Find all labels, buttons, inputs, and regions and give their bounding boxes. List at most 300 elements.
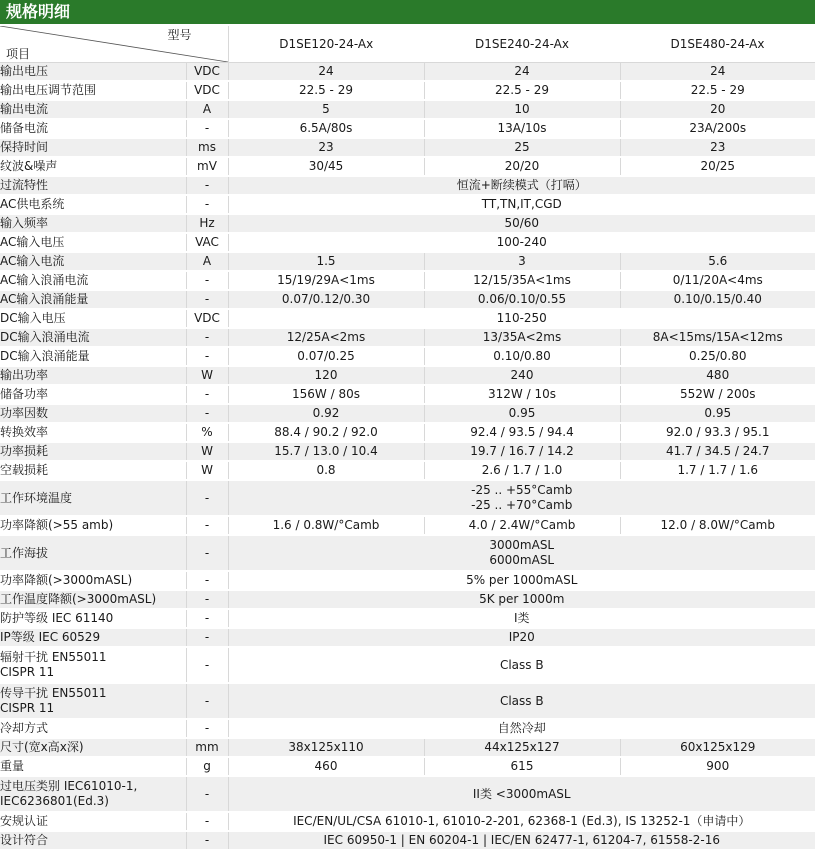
row-value-line: 12/15/35A<1ms	[425, 273, 620, 288]
row-value-model-2	[424, 442, 620, 461]
table-row	[0, 233, 815, 252]
row-value-line: 0.10/0.80	[425, 349, 620, 364]
row-unit: A	[186, 100, 228, 119]
row-value-model-2	[424, 100, 620, 119]
row-unit: -	[186, 271, 228, 290]
row-unit: -	[186, 831, 228, 850]
row-unit: -	[186, 628, 228, 647]
table-row	[0, 252, 815, 271]
row-value-model-3	[620, 100, 815, 119]
row-value-line: 4.0 / 2.4W/°Camb	[425, 518, 620, 533]
diagonal-divider	[0, 26, 228, 62]
row-value-line: 10	[425, 102, 620, 117]
model-header-1: D1SE120-24-Ax	[228, 26, 424, 63]
row-value-line: 3000mASL	[229, 538, 815, 553]
table-row	[0, 195, 815, 214]
row-value-model-1	[228, 442, 424, 461]
row-value-model-1	[228, 119, 424, 138]
row-value-line: 23	[229, 140, 424, 155]
row-unit: -	[186, 719, 228, 738]
row-value-model-2	[424, 138, 620, 157]
row-value-model-2	[424, 385, 620, 404]
row-value-line: 自然冷却	[229, 721, 815, 736]
row-value-model-3	[620, 290, 815, 309]
row-value-line: 20	[621, 102, 815, 117]
row-value-line: 240	[425, 368, 620, 383]
table-row	[0, 683, 815, 719]
row-unit: ms	[186, 138, 228, 157]
row-value-model-1	[228, 404, 424, 423]
row-label-line: 储备功率	[0, 387, 186, 402]
row-value-line: 0.07/0.25	[229, 349, 424, 364]
corner-cell	[0, 26, 228, 63]
row-unit: VDC	[186, 63, 228, 82]
row-value-line: 1.6 / 0.8W/°Camb	[229, 518, 424, 533]
table-row	[0, 309, 815, 328]
row-value-line: 12.0 / 8.0W/°Camb	[621, 518, 815, 533]
table-row	[0, 328, 815, 347]
row-value-shared	[228, 214, 815, 233]
table-row	[0, 63, 815, 82]
table-row	[0, 647, 815, 683]
row-value-model-2	[424, 81, 620, 100]
table-row	[0, 461, 815, 480]
row-label-line: 工作海拔	[0, 546, 186, 561]
table-row	[0, 776, 815, 812]
row-label-line: 保持时间	[0, 140, 186, 155]
table-row	[0, 81, 815, 100]
row-label	[0, 812, 186, 831]
row-value-shared	[228, 831, 815, 850]
row-label	[0, 590, 186, 609]
row-value-model-1	[228, 366, 424, 385]
row-label-line: 传导干扰 EN55011	[0, 686, 186, 701]
row-value-line: 92.0 / 93.3 / 95.1	[621, 425, 815, 440]
row-value-line: 12/25A<2ms	[229, 330, 424, 345]
row-value-line: 15/19/29A<1ms	[229, 273, 424, 288]
row-value-model-3	[620, 119, 815, 138]
row-value-model-2	[424, 461, 620, 480]
row-label-line: 功率损耗	[0, 444, 186, 459]
row-value-line: 2.6 / 1.7 / 1.0	[425, 463, 620, 478]
row-label-line: 纹波&噪声	[0, 159, 186, 174]
row-value-model-1	[228, 461, 424, 480]
row-label	[0, 461, 186, 480]
row-value-line: 1.5	[229, 254, 424, 269]
row-value-line: 552W / 200s	[621, 387, 815, 402]
row-value-model-3	[620, 271, 815, 290]
table-row	[0, 590, 815, 609]
row-value-line: 5K per 1000m	[229, 592, 815, 607]
row-label-line: DC输入浪涌能量	[0, 349, 186, 364]
row-value-model-1	[228, 157, 424, 176]
row-value-model-3	[620, 252, 815, 271]
row-label	[0, 138, 186, 157]
row-value-line: 5	[229, 102, 424, 117]
row-label-line: AC供电系统	[0, 197, 186, 212]
table-header-row	[0, 26, 815, 63]
row-value-model-2	[424, 516, 620, 535]
section-title: 规格明细	[6, 2, 70, 21]
row-label-line: 尺寸(宽x高x深)	[0, 740, 186, 755]
table-row	[0, 831, 815, 850]
row-label	[0, 81, 186, 100]
row-value-model-1	[228, 738, 424, 757]
row-value-line: 312W / 10s	[425, 387, 620, 402]
row-value-shared	[228, 176, 815, 195]
row-value-line: 100-240	[229, 235, 815, 250]
row-value-line: Class B	[229, 658, 815, 673]
row-value-model-2	[424, 404, 620, 423]
row-value-shared	[228, 647, 815, 683]
row-label-line: CISPR 11	[0, 701, 186, 716]
row-unit: W	[186, 366, 228, 385]
row-label	[0, 100, 186, 119]
model-header-2: D1SE240-24-Ax	[424, 26, 620, 63]
row-label-line: 设计符合	[0, 833, 186, 848]
row-value-line: 0.95	[425, 406, 620, 421]
row-unit: -	[186, 195, 228, 214]
row-value-line: 480	[621, 368, 815, 383]
row-value-line: 5.6	[621, 254, 815, 269]
table-row	[0, 480, 815, 516]
row-unit: -	[186, 812, 228, 831]
row-label-line: 输出电压	[0, 64, 186, 79]
row-value-shared	[228, 628, 815, 647]
row-label	[0, 719, 186, 738]
table-row	[0, 385, 815, 404]
row-value-shared	[228, 812, 815, 831]
corner-item-label: 项目	[6, 47, 30, 62]
row-value-shared	[228, 480, 815, 516]
row-unit: -	[186, 404, 228, 423]
row-value-line: IEC 60950-1 | EN 60204-1 | IEC/EN 62477-1, 61204-7, 61558-2-16	[229, 833, 815, 848]
row-value-model-1	[228, 81, 424, 100]
row-value-line: 22.5 - 29	[425, 83, 620, 98]
row-value-line: 60x125x129	[621, 740, 815, 755]
table-row	[0, 100, 815, 119]
row-value-model-3	[620, 63, 815, 82]
table-row	[0, 347, 815, 366]
row-value-model-1	[228, 290, 424, 309]
corner-model-label: 型号	[167, 28, 191, 43]
row-value-model-1	[228, 138, 424, 157]
row-label	[0, 423, 186, 442]
row-unit: -	[186, 516, 228, 535]
row-value-line: 41.7 / 34.5 / 24.7	[621, 444, 815, 459]
row-value-model-3	[620, 461, 815, 480]
row-value-model-3	[620, 738, 815, 757]
section-header	[0, 0, 815, 24]
row-unit: -	[186, 609, 228, 628]
table-row	[0, 271, 815, 290]
row-label-line: 功率降额(>3000mASL)	[0, 573, 186, 588]
row-unit: -	[186, 480, 228, 516]
spec-table	[0, 26, 815, 851]
row-unit: mV	[186, 157, 228, 176]
row-value-shared	[228, 309, 815, 328]
row-label-line: 功率降额(>55 amb)	[0, 518, 186, 533]
row-value-shared	[228, 609, 815, 628]
row-value-line: 5% per 1000mASL	[229, 573, 815, 588]
row-unit: g	[186, 757, 228, 776]
table-row	[0, 757, 815, 776]
row-label	[0, 738, 186, 757]
row-label	[0, 252, 186, 271]
row-label	[0, 233, 186, 252]
row-value-model-1	[228, 347, 424, 366]
row-unit: -	[186, 385, 228, 404]
row-label-line: DC输入电压	[0, 311, 186, 326]
row-unit: -	[186, 328, 228, 347]
row-value-model-3	[620, 516, 815, 535]
row-value-line: 38x125x110	[229, 740, 424, 755]
row-value-line: II类 <3000mASL	[229, 787, 815, 802]
row-value-line: 13A/10s	[425, 121, 620, 136]
row-label	[0, 571, 186, 590]
row-value-line: I类	[229, 611, 815, 626]
row-value-line: 0.8	[229, 463, 424, 478]
row-value-line: 24	[425, 64, 620, 79]
row-label-line: 冷却方式	[0, 721, 186, 736]
row-value-model-3	[620, 328, 815, 347]
row-value-line: IP20	[229, 630, 815, 645]
row-value-line: 0.25/0.80	[621, 349, 815, 364]
row-value-model-2	[424, 366, 620, 385]
row-label-line: 储备电流	[0, 121, 186, 136]
row-value-model-3	[620, 757, 815, 776]
row-value-shared	[228, 776, 815, 812]
table-row	[0, 516, 815, 535]
row-value-model-1	[228, 385, 424, 404]
table-row	[0, 719, 815, 738]
row-value-model-3	[620, 366, 815, 385]
table-row	[0, 119, 815, 138]
table-row	[0, 738, 815, 757]
row-value-line: 0.06/0.10/0.55	[425, 292, 620, 307]
row-label-line: IEC6236801(Ed.3)	[0, 794, 186, 809]
row-value-line: 20/20	[425, 159, 620, 174]
row-unit: -	[186, 347, 228, 366]
row-label-line: 工作温度降额(>3000mASL)	[0, 592, 186, 607]
row-label	[0, 328, 186, 347]
row-label	[0, 628, 186, 647]
row-value-model-1	[228, 100, 424, 119]
row-label-line: IP等级 IEC 60529	[0, 630, 186, 645]
row-value-line: 6000mASL	[229, 553, 815, 568]
row-label	[0, 385, 186, 404]
row-label-line: CISPR 11	[0, 665, 186, 680]
row-value-line: TT,TN,IT,CGD	[229, 197, 815, 212]
table-row	[0, 157, 815, 176]
row-unit: -	[186, 776, 228, 812]
row-value-model-2	[424, 347, 620, 366]
row-unit: -	[186, 290, 228, 309]
row-value-model-2	[424, 157, 620, 176]
row-value-line: 156W / 80s	[229, 387, 424, 402]
row-unit: mm	[186, 738, 228, 757]
row-label	[0, 271, 186, 290]
row-value-line: 30/45	[229, 159, 424, 174]
row-value-line: 92.4 / 93.5 / 94.4	[425, 425, 620, 440]
row-value-model-3	[620, 347, 815, 366]
row-value-line: 13/35A<2ms	[425, 330, 620, 345]
row-label	[0, 176, 186, 195]
row-unit: A	[186, 252, 228, 271]
row-value-line: 24	[621, 64, 815, 79]
row-value-line: 22.5 - 29	[621, 83, 815, 98]
row-label-line: AC输入浪涌电流	[0, 273, 186, 288]
row-label	[0, 480, 186, 516]
row-value-model-3	[620, 81, 815, 100]
row-value-shared	[228, 571, 815, 590]
table-row	[0, 404, 815, 423]
row-label	[0, 347, 186, 366]
table-row	[0, 442, 815, 461]
row-value-line: -25 .. +70°Camb	[229, 498, 815, 513]
row-value-line: 460	[229, 759, 424, 774]
row-label	[0, 214, 186, 233]
row-label	[0, 442, 186, 461]
row-unit: -	[186, 683, 228, 719]
row-unit: VDC	[186, 81, 228, 100]
row-value-line: 0.10/0.15/0.40	[621, 292, 815, 307]
row-value-model-3	[620, 423, 815, 442]
row-label-line: 防护等级 IEC 61140	[0, 611, 186, 626]
model-header-3: D1SE480-24-Ax	[620, 26, 815, 63]
row-label-line: 转换效率	[0, 425, 186, 440]
row-label-line: AC输入电流	[0, 254, 186, 269]
table-row	[0, 628, 815, 647]
row-value-model-1	[228, 63, 424, 82]
row-value-model-2	[424, 757, 620, 776]
row-unit: VAC	[186, 233, 228, 252]
row-label	[0, 516, 186, 535]
row-unit: -	[186, 535, 228, 571]
row-value-model-2	[424, 252, 620, 271]
row-value-line: 900	[621, 759, 815, 774]
row-unit: -	[186, 119, 228, 138]
row-value-line: 24	[229, 64, 424, 79]
row-value-line: 20/25	[621, 159, 815, 174]
row-unit: -	[186, 590, 228, 609]
row-value-line: 1.7 / 1.7 / 1.6	[621, 463, 815, 478]
row-value-model-1	[228, 271, 424, 290]
table-row	[0, 535, 815, 571]
row-label-line: 工作环境温度	[0, 491, 186, 506]
row-label	[0, 119, 186, 138]
row-label	[0, 609, 186, 628]
row-label	[0, 776, 186, 812]
row-unit: Hz	[186, 214, 228, 233]
row-label-line: 安规认证	[0, 814, 186, 829]
row-label	[0, 290, 186, 309]
row-label	[0, 757, 186, 776]
table-row	[0, 290, 815, 309]
row-value-model-1	[228, 757, 424, 776]
row-value-line: 15.7 / 13.0 / 10.4	[229, 444, 424, 459]
row-label-line: 功率因数	[0, 406, 186, 421]
row-value-shared	[228, 719, 815, 738]
row-value-model-1	[228, 252, 424, 271]
row-value-model-3	[620, 385, 815, 404]
row-value-line: 0.07/0.12/0.30	[229, 292, 424, 307]
row-value-line: 110-250	[229, 311, 815, 326]
row-value-line: 6.5A/80s	[229, 121, 424, 136]
row-label-line: AC输入浪涌能量	[0, 292, 186, 307]
row-value-line: 0.95	[621, 406, 815, 421]
row-value-line: 0/11/20A<4ms	[621, 273, 815, 288]
row-value-line: 8A<15ms/15A<12ms	[621, 330, 815, 345]
row-unit: -	[186, 176, 228, 195]
row-value-shared	[228, 535, 815, 571]
row-value-line: 23A/200s	[621, 121, 815, 136]
table-row	[0, 366, 815, 385]
row-value-model-1	[228, 328, 424, 347]
row-label-line: 空载损耗	[0, 463, 186, 478]
row-label-line: AC输入电压	[0, 235, 186, 250]
row-value-shared	[228, 590, 815, 609]
row-label	[0, 535, 186, 571]
row-value-shared	[228, 683, 815, 719]
row-label	[0, 366, 186, 385]
row-label-line: 输入频率	[0, 216, 186, 231]
row-unit: %	[186, 423, 228, 442]
row-label	[0, 683, 186, 719]
row-value-model-2	[424, 271, 620, 290]
row-value-model-2	[424, 738, 620, 757]
row-value-line: IEC/EN/UL/CSA 61010-1, 61010-2-201, 62368-1 (Ed.3), IS 13252-1（申请中）	[229, 814, 815, 829]
row-label	[0, 647, 186, 683]
row-value-line: 25	[425, 140, 620, 155]
row-value-model-3	[620, 138, 815, 157]
row-value-shared	[228, 233, 815, 252]
row-value-line: 22.5 - 29	[229, 83, 424, 98]
row-label-line: 过电压类别 IEC61010-1,	[0, 779, 186, 794]
row-value-line: 恒流+断续模式（打嗝）	[229, 178, 815, 193]
row-label-line: 重量	[0, 759, 186, 774]
row-value-line: Class B	[229, 694, 815, 709]
row-unit: -	[186, 647, 228, 683]
table-row	[0, 138, 815, 157]
row-value-model-2	[424, 328, 620, 347]
table-row	[0, 214, 815, 233]
table-row	[0, 176, 815, 195]
row-value-model-3	[620, 404, 815, 423]
row-unit: W	[186, 461, 228, 480]
row-unit: W	[186, 442, 228, 461]
row-value-model-2	[424, 119, 620, 138]
table-row	[0, 571, 815, 590]
row-label-line: 过流特性	[0, 178, 186, 193]
row-label	[0, 195, 186, 214]
row-value-model-1	[228, 516, 424, 535]
row-value-line: 88.4 / 90.2 / 92.0	[229, 425, 424, 440]
row-label	[0, 404, 186, 423]
row-value-model-1	[228, 423, 424, 442]
row-value-model-3	[620, 442, 815, 461]
row-value-model-2	[424, 290, 620, 309]
table-row	[0, 423, 815, 442]
row-value-line: 50/60	[229, 216, 815, 231]
row-value-line: 44x125x127	[425, 740, 620, 755]
row-label	[0, 831, 186, 850]
row-unit: -	[186, 571, 228, 590]
row-unit: VDC	[186, 309, 228, 328]
row-label	[0, 63, 186, 82]
row-label-line: 输出电压调节范围	[0, 83, 186, 98]
row-value-line: 23	[621, 140, 815, 155]
